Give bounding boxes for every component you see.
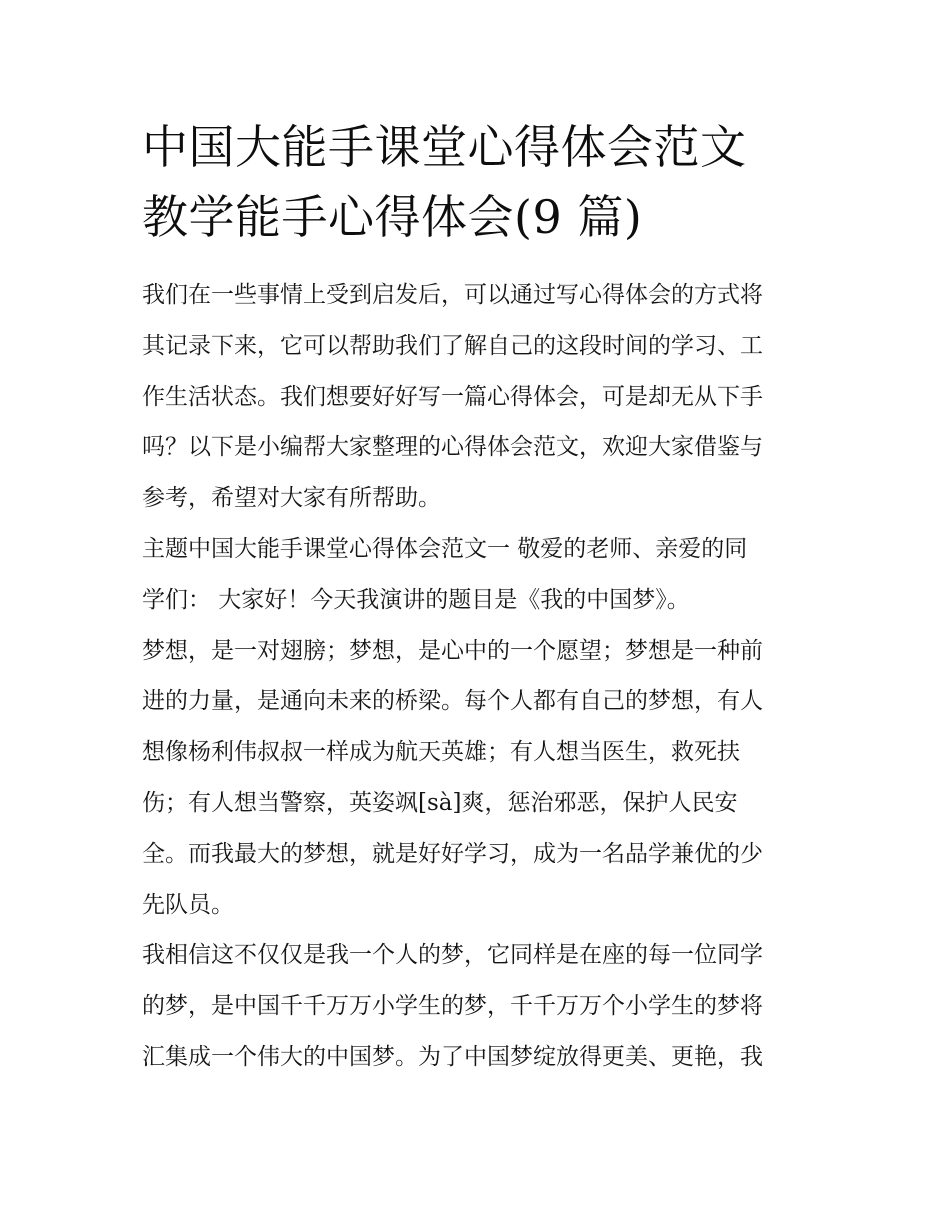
document-title [142, 112, 810, 252]
text-line: 伤；有人想当警察，英姿飒[sà]爽，惩治邪恶，保护人民安 [142, 789, 738, 816]
paragraph-dream [142, 626, 810, 931]
text-line: 我相信这不仅仅是我一个人的梦，它同样是在座的每一位同学 [142, 942, 763, 969]
document-content [142, 112, 810, 1083]
title-line: 中国大能手课堂心得体会范文 [142, 120, 747, 174]
text-line: 先队员。 [142, 891, 234, 918]
text-line: 梦想，是一对翅膀；梦想，是心中的一个愿望；梦想是一种前 [142, 637, 763, 664]
text-line: 我们在一些事情上受到启发后，可以通过写心得体会的方式将 [142, 282, 763, 308]
text-line: 学们： 大家好！今天我演讲的题目是《我的中国梦》。 [142, 586, 690, 613]
paragraph-intro [142, 270, 810, 524]
text-line: 参考，希望对大家有所帮助。 [142, 485, 441, 512]
text-line: 的梦，是中国千千万万小学生的梦，千千万万个小学生的梦将 [142, 993, 763, 1020]
text-line: 进的力量，是通向未来的桥梁。每个人都有自己的梦想，有人 [142, 688, 763, 715]
paragraph-belief [142, 930, 810, 1082]
text-line: 全。而我最大的梦想，就是好好学习，成为一名品学兼优的少 [142, 840, 763, 867]
text-line: 主题中国大能手课堂心得体会范文一 敬爱的老师、亲爱的同 [142, 535, 748, 562]
text-line: 作生活状态。我们想要好好写一篇心得体会，可是却无从下手 [142, 383, 763, 410]
text-line: 吗？以下是小编帮大家整理的心得体会范文，欢迎大家借鉴与 [142, 434, 763, 461]
paragraph-greeting [142, 524, 810, 626]
text-line: 想像杨利伟叔叔一样成为航天英雄；有人想当医生，救死扶 [142, 739, 740, 766]
text-line: 其记录下来，它可以帮助我们了解自己的这段时间的学习、工 [142, 332, 763, 359]
title-line: 教学能手心得体会(9 篇) [142, 190, 643, 244]
text-line: 汇集成一个伟大的中国梦。为了中国梦绽放得更美、更艳，我 [142, 1043, 763, 1070]
